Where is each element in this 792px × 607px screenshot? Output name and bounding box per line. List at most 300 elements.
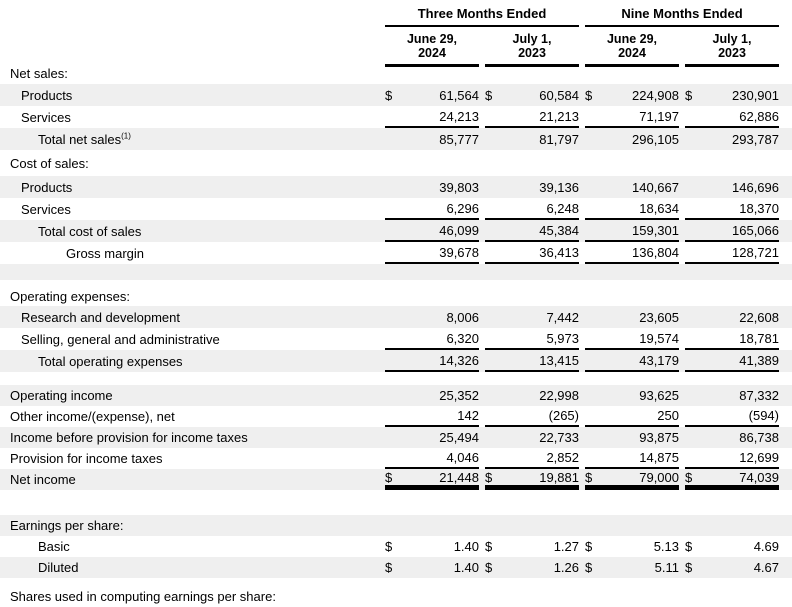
value-columns [385, 385, 779, 406]
row-label: Operating income [10, 388, 113, 403]
value: 1.40 [453, 539, 479, 554]
value-columns [385, 306, 779, 328]
value: 21,448 [439, 469, 479, 485]
value-cell [685, 306, 779, 328]
value-cell [485, 306, 579, 328]
spacer-row [0, 490, 792, 515]
value: (265) [548, 408, 579, 423]
section-header-row [0, 62, 792, 84]
value-cell [485, 406, 579, 427]
value: 128,721 [732, 244, 779, 260]
value-cell [485, 264, 579, 280]
value-columns [385, 242, 779, 264]
value-columns [385, 350, 779, 372]
row-label: Services [21, 109, 71, 125]
value-cell [685, 328, 779, 350]
value-cell [685, 62, 779, 84]
row-label: Diluted [38, 560, 79, 575]
value-cell [485, 469, 579, 490]
table-row [0, 220, 792, 242]
row-label-cell [0, 354, 385, 369]
value-cell [685, 536, 779, 557]
value-columns [385, 578, 779, 585]
value-cell [585, 106, 679, 128]
value-cell [685, 585, 779, 607]
value-cell [685, 106, 779, 128]
value-cell [585, 469, 679, 490]
section-header-row [0, 585, 792, 607]
value: 36,413 [539, 244, 579, 260]
value-cell [485, 84, 579, 106]
value-columns [385, 328, 779, 350]
value-cell [585, 220, 679, 242]
value-cell [585, 515, 679, 536]
value-cell [385, 242, 479, 264]
value-cell [685, 448, 779, 469]
row-label: Operating expenses: [10, 288, 130, 304]
date-line-1: July 1, [512, 32, 552, 46]
row-label: Total cost of sales [38, 223, 142, 239]
dollar-sign: $ [485, 469, 493, 485]
dollar-sign: $ [385, 539, 393, 554]
row-label: Income before provision for income taxes [10, 430, 248, 445]
dollar-sign: $ [485, 87, 493, 103]
value-cell [385, 350, 479, 372]
value-cell [585, 286, 679, 306]
value-cell [585, 490, 679, 515]
period-group-label: Three Months Ended [385, 6, 579, 27]
date-line-1: July 1, [712, 32, 752, 46]
value: 2,852 [546, 450, 579, 465]
value: 93,625 [639, 388, 679, 403]
value: 21,213 [539, 108, 579, 124]
value-cell [585, 62, 679, 84]
row-label: Total operating expenses [38, 353, 183, 369]
row-label-cell [0, 430, 385, 445]
value-cell [685, 198, 779, 220]
value-columns [385, 469, 779, 490]
value-cell [585, 306, 679, 328]
value: 4.69 [753, 539, 779, 554]
value: 79,000 [639, 469, 679, 485]
table-body [0, 62, 792, 607]
value-columns [385, 427, 779, 448]
value: 13,415 [539, 352, 579, 368]
value: 4,046 [446, 450, 479, 465]
row-label: Net income [10, 472, 76, 487]
value-cell [585, 150, 679, 176]
value: 18,781 [739, 330, 779, 346]
value: 6,320 [446, 330, 479, 346]
value-columns [385, 448, 779, 469]
value: 87,332 [739, 388, 779, 403]
row-label: Gross margin [66, 245, 145, 261]
value: 165,066 [732, 222, 779, 238]
dollar-sign: $ [385, 87, 393, 103]
value: 39,678 [439, 244, 479, 260]
period-group-label: Nine Months Ended [585, 6, 779, 27]
value: 46,099 [439, 222, 479, 238]
dollar-sign: $ [385, 469, 393, 485]
footnote-marker: (1) [121, 131, 131, 141]
value-cell [485, 286, 579, 306]
value: 61,564 [439, 87, 479, 103]
value: 224,908 [632, 87, 679, 103]
table-row [0, 350, 792, 372]
dollar-sign: $ [585, 539, 593, 554]
value-cell [585, 385, 679, 406]
value-cell [585, 557, 679, 578]
value-cell [585, 350, 679, 372]
value: 6,248 [546, 200, 579, 216]
value-cell [585, 264, 679, 280]
value: 25,494 [439, 430, 479, 445]
value-cell [685, 427, 779, 448]
value-cell [385, 469, 479, 490]
value: 60,584 [539, 87, 579, 103]
value-cell [385, 62, 479, 84]
value: 5.11 [654, 560, 679, 575]
row-label-cell [0, 156, 385, 171]
row-label-cell [0, 332, 385, 347]
value: 1.40 [453, 560, 479, 575]
value: 22,733 [539, 430, 579, 445]
row-label-cell [0, 110, 385, 125]
value-columns [385, 372, 779, 385]
value-cell [385, 150, 479, 176]
value-cell [685, 176, 779, 198]
value-columns [385, 84, 779, 106]
value-cell [385, 264, 479, 280]
table-row [0, 176, 792, 198]
value: 250 [657, 408, 679, 423]
value-cell [385, 515, 479, 536]
row-label-cell [0, 289, 385, 304]
value-cell [385, 448, 479, 469]
dollar-sign: $ [685, 539, 693, 554]
row-label: Net sales: [10, 65, 68, 81]
value-cell [385, 106, 479, 128]
row-label-cell [0, 539, 385, 554]
value-cell [385, 176, 479, 198]
value-cell [385, 286, 479, 306]
value: 159,301 [632, 222, 679, 238]
value-cell [385, 490, 479, 515]
value: 93,875 [639, 430, 679, 445]
value: 41,389 [739, 352, 779, 368]
value-cell [385, 385, 479, 406]
value-cell [585, 536, 679, 557]
value-cell [585, 406, 679, 427]
value: 146,696 [732, 179, 779, 195]
value-cell [585, 128, 679, 150]
dollar-sign: $ [485, 539, 493, 554]
value: 140,667 [632, 179, 679, 195]
row-label: Shares used in computing earnings per share: [10, 588, 276, 604]
value-cell [585, 578, 679, 585]
row-label-cell [0, 560, 385, 575]
table-row [0, 427, 792, 448]
table-row [0, 557, 792, 578]
row-label: Products [21, 87, 73, 103]
value-cell [485, 372, 579, 385]
value-cell [385, 536, 479, 557]
value-cell [385, 220, 479, 242]
table-header [0, 0, 792, 62]
row-label: Services [21, 201, 71, 217]
value-columns [385, 536, 779, 557]
value-cell [485, 536, 579, 557]
date-line-2: 2024 [418, 46, 446, 60]
value: 142 [457, 408, 479, 423]
row-label-cell [0, 451, 385, 466]
value-cell [485, 585, 579, 607]
row-label: Products [21, 179, 73, 195]
value-cell [485, 490, 579, 515]
value-cell [685, 469, 779, 490]
dollar-sign: $ [685, 87, 693, 103]
table-row [0, 536, 792, 557]
row-label-cell [0, 224, 385, 239]
row-label: Basic [38, 539, 70, 554]
date-line-1: June 29, [606, 32, 658, 46]
value: 86,738 [739, 430, 779, 445]
value-cell [685, 286, 779, 306]
value-cell [685, 385, 779, 406]
row-label: Earnings per share: [10, 518, 124, 533]
table-row [0, 328, 792, 350]
value-cell [685, 490, 779, 515]
value-cell [485, 427, 579, 448]
value-cell [685, 242, 779, 264]
value-cell [485, 557, 579, 578]
value-cell [485, 578, 579, 585]
value: 81,797 [539, 131, 579, 147]
value: 19,881 [539, 469, 579, 485]
period-group-three-months [385, 6, 579, 62]
value-cell [485, 220, 579, 242]
table-row [0, 406, 792, 427]
value-cell [485, 385, 579, 406]
row-label-cell [0, 409, 385, 424]
value-columns [385, 557, 779, 578]
value-cell [685, 557, 779, 578]
value-columns [385, 62, 779, 84]
value: 12,699 [739, 450, 779, 465]
section-header-row [0, 286, 792, 306]
dollar-sign: $ [485, 560, 493, 575]
date-line-2: 2023 [518, 46, 546, 60]
value-cell [485, 242, 579, 264]
period-group-nine-months [585, 6, 779, 62]
value: 136,804 [632, 244, 679, 260]
value-cell [485, 150, 579, 176]
value: 43,179 [639, 352, 679, 368]
row-label-cell [0, 88, 385, 103]
row-label-cell [0, 518, 385, 533]
row-label-cell [0, 180, 385, 195]
value-columns [385, 515, 779, 536]
value: 71,197 [639, 108, 679, 124]
row-label: Provision for income taxes [10, 451, 163, 466]
value-columns [385, 150, 779, 176]
value-columns [385, 220, 779, 242]
value-cell [385, 84, 479, 106]
row-label: Selling, general and administrative [21, 331, 220, 347]
value-cell [385, 406, 479, 427]
table-row [0, 385, 792, 406]
value-cell [585, 585, 679, 607]
value-cell [585, 84, 679, 106]
value-columns [385, 176, 779, 198]
value: 296,105 [632, 131, 679, 147]
value: 5.13 [653, 539, 679, 554]
value-cell [685, 150, 779, 176]
value-columns [385, 198, 779, 220]
value-cell [685, 350, 779, 372]
value-columns [385, 406, 779, 427]
period-groups [385, 6, 779, 62]
value-cell [385, 578, 479, 585]
value: 74,039 [739, 469, 779, 485]
value: 45,384 [539, 222, 579, 238]
value-cell [585, 176, 679, 198]
date-line-2: 2023 [718, 46, 746, 60]
value-cell [585, 198, 679, 220]
value-cell [485, 62, 579, 84]
table-row [0, 242, 792, 264]
spacer-row [0, 578, 792, 585]
dollar-sign: $ [585, 469, 593, 485]
value: 7,442 [546, 309, 579, 325]
value: 23,605 [639, 309, 679, 325]
value: 22,998 [539, 388, 579, 403]
row-label: Other income/(expense), net [10, 409, 175, 424]
label-column-spacer [10, 6, 385, 62]
value-columns [385, 490, 779, 515]
table-row [0, 306, 792, 328]
row-label-cell [0, 66, 385, 81]
row-label-cell [0, 202, 385, 217]
spacer-row [0, 264, 792, 280]
value-cell [485, 176, 579, 198]
value-cell [385, 128, 479, 150]
value-cell [385, 372, 479, 385]
value-cell [485, 350, 579, 372]
date-line-1: June 29, [406, 32, 458, 46]
value-cell [385, 557, 479, 578]
value-cell [585, 448, 679, 469]
value-cell [585, 328, 679, 350]
table-row [0, 198, 792, 220]
dollar-sign: $ [685, 469, 693, 485]
value: 14,875 [639, 450, 679, 465]
value-cell [685, 264, 779, 280]
row-label-cell [0, 310, 385, 325]
row-label-cell [0, 472, 385, 487]
value-cell [685, 406, 779, 427]
value-cell [685, 578, 779, 585]
value-cell [485, 515, 579, 536]
value: 5,973 [546, 330, 579, 346]
value: 1.26 [553, 560, 579, 575]
value-cell [685, 84, 779, 106]
dollar-sign: $ [685, 560, 693, 575]
table-row [0, 448, 792, 469]
value-columns [385, 286, 779, 306]
date-line-2: 2024 [618, 46, 646, 60]
row-label-cell [0, 388, 385, 403]
value-columns [385, 264, 779, 280]
value-cell [685, 220, 779, 242]
section-header-row [0, 150, 792, 176]
value: 18,370 [739, 200, 779, 216]
dollar-sign: $ [585, 560, 593, 575]
value: 4.67 [753, 560, 779, 575]
row-label-cell [0, 589, 385, 604]
dollar-sign: $ [385, 560, 393, 575]
spacer-row [0, 372, 792, 385]
value: 8,006 [446, 309, 479, 325]
value: 39,136 [539, 179, 579, 195]
value: 62,886 [739, 108, 779, 124]
value-cell [685, 128, 779, 150]
value: (594) [748, 408, 779, 423]
value-columns [385, 128, 779, 150]
value-cell [485, 198, 579, 220]
table-row [0, 128, 792, 150]
row-label-cell [0, 132, 385, 147]
value: 19,574 [639, 330, 679, 346]
dollar-sign: $ [585, 87, 593, 103]
value: 85,777 [439, 131, 479, 147]
value: 1.27 [553, 539, 579, 554]
value-cell [385, 585, 479, 607]
table-row [0, 469, 792, 490]
table-row [0, 84, 792, 106]
value-cell [385, 328, 479, 350]
value: 6,296 [446, 200, 479, 216]
value-cell [385, 198, 479, 220]
value-cell [385, 427, 479, 448]
value-cell [485, 106, 579, 128]
row-label: Cost of sales: [10, 155, 89, 171]
value: 18,634 [639, 200, 679, 216]
value-cell [685, 372, 779, 385]
value-cell [485, 448, 579, 469]
value-columns [385, 106, 779, 128]
section-header-row [0, 515, 792, 536]
value: 25,352 [439, 388, 479, 403]
table-row [0, 106, 792, 128]
value: 39,803 [439, 179, 479, 195]
value: 22,608 [739, 309, 779, 325]
row-label: Total net sales [38, 131, 122, 147]
value-cell [385, 306, 479, 328]
value-columns [385, 585, 779, 607]
value-cell [685, 515, 779, 536]
value-cell [485, 328, 579, 350]
value-cell [485, 128, 579, 150]
value-cell [585, 427, 679, 448]
value: 230,901 [732, 87, 779, 103]
value: 24,213 [439, 108, 479, 124]
value: 14,326 [439, 352, 479, 368]
value: 293,787 [732, 131, 779, 147]
value-cell [585, 242, 679, 264]
value-cell [585, 372, 679, 385]
row-label-cell [0, 246, 385, 261]
